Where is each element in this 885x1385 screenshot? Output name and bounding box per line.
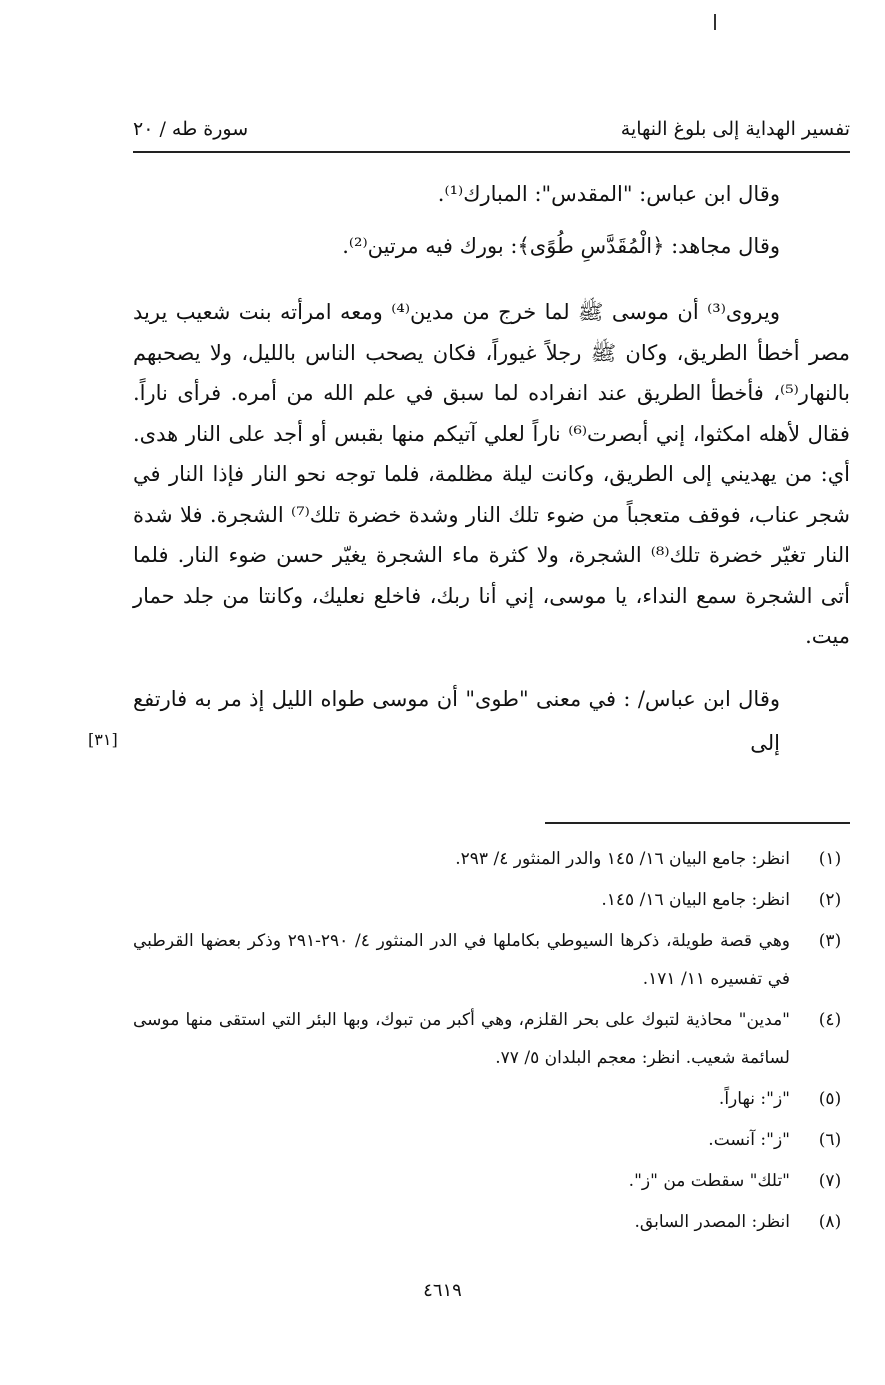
- footnote-text: "ز": آنست.: [708, 1130, 790, 1150]
- footnote: [133, 881, 850, 919]
- footnote-number: (٣): [818, 931, 842, 951]
- footnote-text: انظر: جامع البيان ١٦/ ١٤٥ والدر المنثور ٤/ ٢٩٣.: [455, 849, 790, 869]
- book-title: تفسير الهداية إلى بلوغ النهاية: [620, 118, 850, 140]
- footnote: [133, 1203, 850, 1241]
- paragraph-tuwa: وقال ابن عباس/ : في معنى "طوى" أن موسى طواه الليل إذ مر به فارتفع إلى: [133, 686, 780, 755]
- page-number: ٤٦١٩: [423, 1280, 462, 1301]
- footnotes: [133, 840, 850, 1244]
- manuscript-page-ref: [٣١]: [88, 730, 118, 749]
- footnote-number: (٧): [818, 1171, 842, 1191]
- footnote-text: انظر: جامع البيان ١٦/ ١٤٥.: [601, 890, 790, 910]
- running-header: [133, 118, 850, 150]
- surah-reference: سورة طه / ٢٠: [133, 118, 249, 140]
- footnote-number: (٥): [818, 1089, 842, 1109]
- footnote-text: "تلك" سقطت من "ز".: [628, 1171, 790, 1191]
- footnote: [133, 1121, 850, 1159]
- paragraph-ibn-abbas: وقال ابن عباس: "المقدس": المبارك⁽¹⁾.: [437, 182, 780, 206]
- footnote-number: (٢): [818, 890, 842, 910]
- footnote-number: (٤): [818, 1010, 842, 1030]
- scan-mark: [714, 14, 716, 30]
- paragraph-story: ويروى⁽³⁾ أن موسى ﷺ لما خرج من مدين⁽⁴⁾ ومعه امرأته بنت شعيب يريد مصر أخطأ الطريق، وكان ﷺ رجلاً غيوراً، فكان يصحب الناس بالليل، ولا يصحبهم بالنهار⁽⁵⁾، فأخطأ الطريق عند انفراده لما سبق في علم الله من أمره. فرأى ناراً. فقال لأهله امكثوا، إني أبصرت⁽⁶⁾ ناراً لعلي آتيكم منها بقبس أو أجد على النار هدى. أي: من يهديني إلى الطريق، وكانت ليلة مظلمة، فلما توجه نحو النار فإذا النار في شجر عناب، فوقف متعجباً من ضوء تلك النار وشدة خضرة تلك⁽⁷⁾ الشجرة. فلا شدة النار تغيّر خضرة تلك⁽⁸⁾ الشجرة، ولا كثرة ماء الشجرة يغيّر حسن ضوء النار. فلما أتى الشجرة سمع النداء، يا موسى، إني أنا ربك، فاخلع نعليك، وكانتا من جلد حمار ميت.: [133, 300, 850, 648]
- footnote: [133, 1001, 850, 1077]
- footnote: [133, 922, 850, 998]
- footnote: [133, 840, 850, 878]
- footnote-text: وهي قصة طويلة، ذكرها السيوطي بكاملها في الدر المنثور ٤/ ٢٩٠-٢٩١ وذكر بعضها القرطبي في تفسيره ١١/ ١٧١.: [133, 931, 790, 989]
- footnote-divider: [545, 822, 850, 824]
- footnote: [133, 1080, 850, 1118]
- paragraph-mujahid: وقال مجاهد: ﴿الْمُقَدَّسِ طُوًى﴾: بورك فيه مرتين⁽²⁾.: [342, 234, 780, 258]
- footnote-text: "ز": نهاراً.: [718, 1089, 790, 1109]
- main-text: [133, 172, 850, 755]
- footnote-number: (٨): [818, 1212, 842, 1232]
- footnote-number: (٦): [818, 1130, 842, 1150]
- footnote-text: انظر: المصدر السابق.: [634, 1212, 790, 1232]
- footnote-text: "مدين" محاذية لتبوك على بحر القلزم، وهي أكبر من تبوك، وبها البئر التي استقى منها موسى لسائمة شعيب. انظر: معجم البلدان ٥/ ٧٧.: [133, 1010, 790, 1068]
- footnote: [133, 1162, 850, 1200]
- footnote-number: (١): [818, 849, 842, 869]
- header-divider: [133, 151, 850, 153]
